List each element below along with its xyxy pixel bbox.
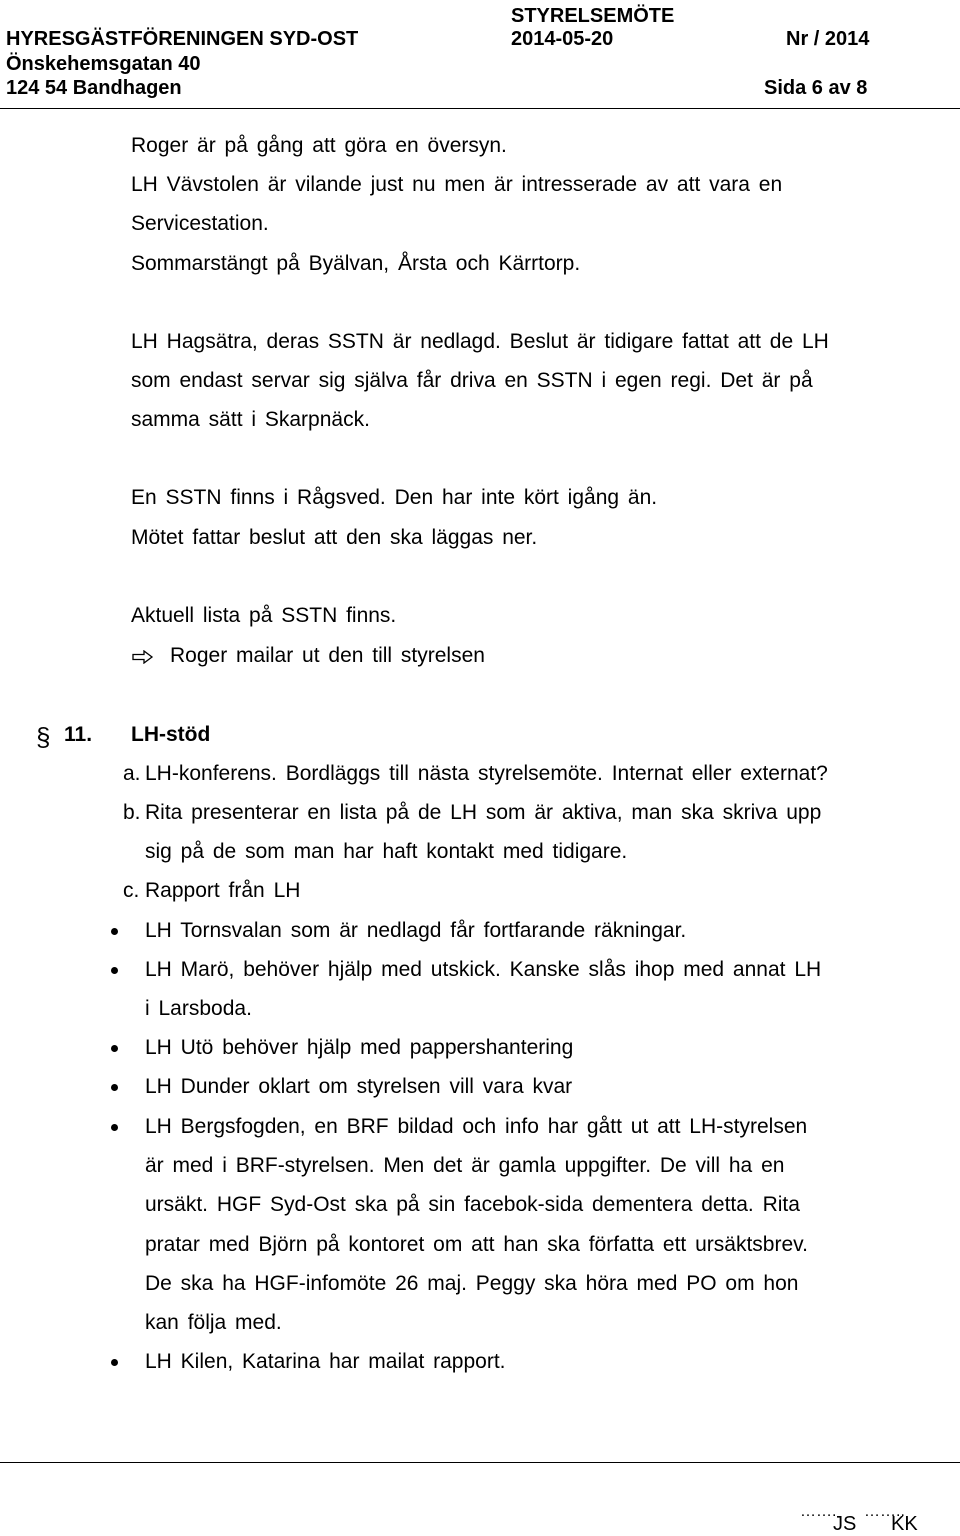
body-line: Aktuell lista på SSTN finns.	[131, 604, 397, 627]
item-c-text: Rapport från LH	[145, 879, 301, 902]
item-marker: b.	[123, 801, 141, 824]
bullet-icon	[111, 1124, 118, 1131]
bullet-icon	[111, 1359, 118, 1366]
list-item: är med i BRF-styrelsen. Men det är gamla uppgifter. De vill ha en	[145, 1154, 785, 1177]
header-divider	[0, 108, 960, 109]
org-name: HYRESGÄSTFÖRENINGEN SYD-OST	[6, 28, 359, 50]
meeting-number: Nr / 2014	[786, 28, 870, 50]
initials-left: JS	[833, 1513, 857, 1535]
body-line: Mötet fattar beslut att den ska läggas ner.	[131, 526, 538, 549]
list-item: pratar med Björn på kontoret om att han ska författa ett ursäktsbrev.	[145, 1233, 808, 1256]
list-item: LH Dunder oklart om styrelsen vill vara kvar	[145, 1075, 573, 1098]
item-b-line: sig på de som man har haft kontakt med tidigare.	[145, 840, 628, 863]
footer-divider	[0, 1462, 960, 1463]
section-sign-icon: §	[36, 722, 51, 752]
body-line: Roger är på gång att göra en översyn.	[131, 134, 507, 157]
signature-dots-left: …….	[800, 1503, 837, 1520]
list-item: LH Utö behöver hjälp med pappershantering	[145, 1036, 574, 1059]
body-line: som endast servar sig själva får driva en SSTN i egen regi. Det är på	[131, 369, 813, 392]
section-title: LH-stöd	[131, 723, 211, 746]
body-line: samma sätt i Skarpnäck.	[131, 408, 370, 431]
item-b-line: Rita presenterar en lista på de LH som är aktiva, man ska skriva upp	[145, 801, 822, 824]
list-item: kan följa med.	[145, 1311, 282, 1334]
signature-dots-right: ……..	[864, 1503, 905, 1520]
meeting-date: 2014-05-20	[511, 28, 614, 50]
item-marker: c.	[123, 879, 140, 902]
arrow-right-icon	[132, 650, 154, 664]
bullet-icon	[111, 928, 118, 935]
list-item: LH Tornsvalan som är nedlagd får fortfarande räkningar.	[145, 919, 687, 942]
action-item: Roger mailar ut den till styrelsen	[170, 644, 485, 667]
bullet-icon	[111, 1045, 118, 1052]
bullet-icon	[111, 1084, 118, 1091]
body-line: LH Hagsätra, deras SSTN är nedlagd. Beslut är tidigare fattat att de LH	[131, 330, 829, 353]
org-city: 124 54 Bandhagen	[6, 77, 182, 99]
list-item: i Larsboda.	[145, 997, 252, 1020]
list-item: LH Bergsfogden, en BRF bildad och info har gått ut att LH-styrelsen	[145, 1115, 808, 1138]
list-item: ursäkt. HGF Syd-Ost ska på sin facebok-sida dementera detta. Rita	[145, 1193, 800, 1216]
body-line: Sommarstängt på Byälvan, Årsta och Kärrtorp.	[131, 252, 581, 275]
list-item: De ska ha HGF-infomöte 26 maj. Peggy ska höra med PO om hon	[145, 1272, 799, 1295]
item-marker: a.	[123, 762, 141, 785]
bullet-icon	[111, 967, 118, 974]
item-a-text: LH-konferens. Bordläggs till nästa styrelsemöte. Internat eller externat?	[145, 762, 828, 785]
section-number: 11.	[64, 723, 93, 746]
page-number: Sida 6 av 8	[764, 77, 868, 99]
list-item: LH Marö, behöver hjälp med utskick. Kanske slås ihop med annat LH	[145, 958, 822, 981]
body-line: LH Vävstolen är vilande just nu men är intresserade av att vara en	[131, 173, 783, 196]
body-line: En SSTN finns i Rågsved. Den har inte kört igång än.	[131, 486, 658, 509]
meeting-title: STYRELSEMÖTE	[511, 5, 675, 27]
body-line: Servicestation.	[131, 212, 269, 235]
org-address: Önskehemsgatan 40	[6, 53, 201, 75]
list-item: LH Kilen, Katarina har mailat rapport.	[145, 1350, 506, 1373]
initials-right: KK	[891, 1513, 918, 1535]
